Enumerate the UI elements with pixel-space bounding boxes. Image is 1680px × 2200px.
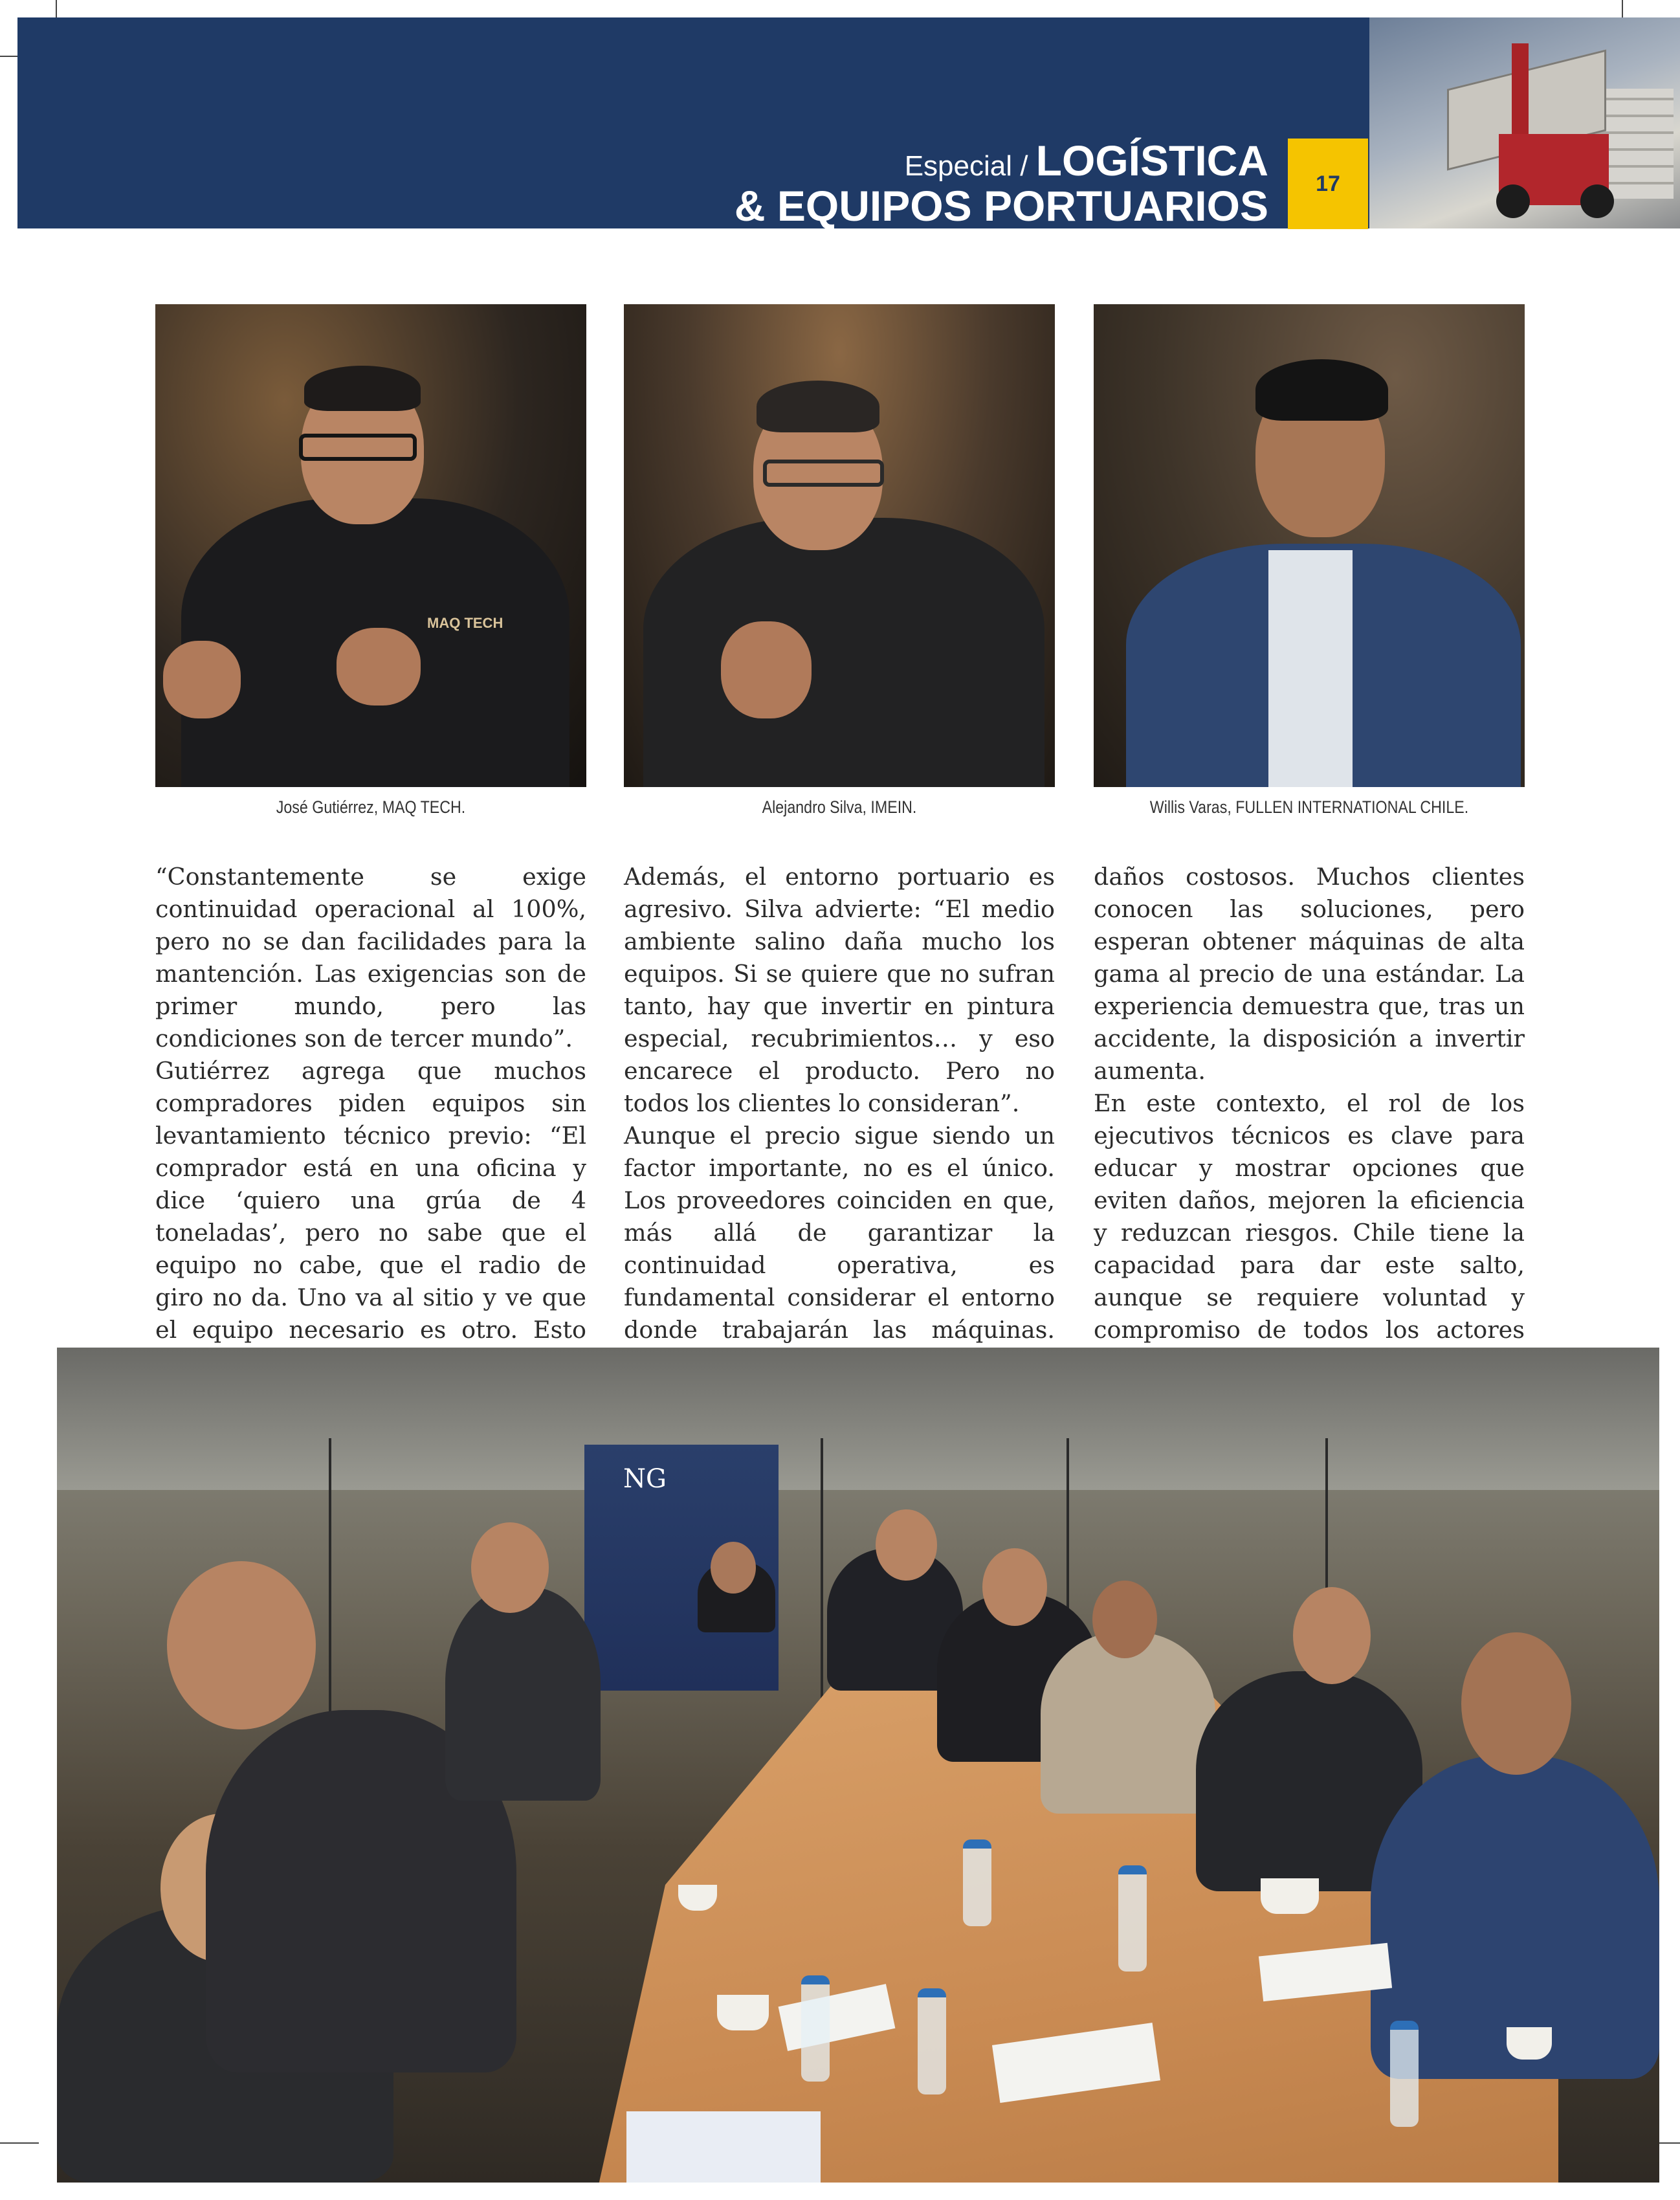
attendee bbox=[1041, 1632, 1215, 1814]
hair bbox=[304, 366, 421, 411]
attendee-head bbox=[1461, 1632, 1571, 1775]
coffee-cup bbox=[1261, 1878, 1319, 1914]
ceiling bbox=[57, 1348, 1659, 1490]
section-title-line2: & EQUIPOS PORTUARIOS bbox=[734, 182, 1268, 230]
article-column-1: “Constantemente se exige continuidad operacional al 100%, pero no se dan facilidades para la mantención. Las exigencias son de primer mundo, pero las condiciones son de tercer mundo”. Gutiérrez agrega que muchos compradores piden equipos sin levantamiento técnico previo: “El comprador está en una oficina y dice ‘quiero una grúa de 4 toneladas’, pero no sabe que el equipo no cabe, que el radio de giro no da. Uno va al sitio y ve que el equipo necesario es otro. Esto bbox=[155, 863, 586, 1344]
portrait-jose-gutierrez bbox=[155, 304, 586, 787]
water-bottle bbox=[963, 1839, 991, 1926]
shirt bbox=[1268, 550, 1353, 787]
page-number: 17 bbox=[1288, 139, 1368, 229]
water-bottle bbox=[801, 1975, 830, 2082]
attendee-head bbox=[982, 1548, 1047, 1626]
attendee-head bbox=[1293, 1587, 1371, 1684]
coffee-cup bbox=[1507, 2027, 1552, 2060]
water-bottle bbox=[918, 1988, 946, 2094]
hair bbox=[1255, 359, 1388, 421]
section-kicker bbox=[905, 136, 1268, 185]
coffee-cup bbox=[678, 1885, 717, 1911]
attendee-head bbox=[876, 1509, 937, 1581]
photo-caption: José Gutiérrez, MAQ TECH. bbox=[276, 797, 466, 817]
hand bbox=[721, 621, 812, 718]
glasses bbox=[763, 460, 884, 487]
banner-logo: NG bbox=[623, 1464, 667, 1494]
section-prefix: Especial / bbox=[904, 150, 1036, 182]
forklift-wheel bbox=[1580, 184, 1614, 218]
jacket bbox=[643, 518, 1044, 787]
attendee-head bbox=[167, 1561, 316, 1729]
shirt-logo: MAQ TECH bbox=[427, 615, 503, 631]
attendee-head bbox=[471, 1522, 549, 1613]
crop-mark bbox=[0, 2142, 39, 2144]
header-photo bbox=[1369, 17, 1680, 228]
portrait-willis-varas bbox=[1094, 304, 1525, 787]
attendee-head bbox=[1092, 1581, 1157, 1658]
portrait-alejandro-silva bbox=[624, 304, 1055, 787]
article-column-3: daños costosos. Muchos clientes conocen las soluciones, pero esperan obtener máquinas de alta gama al precio de una estándar. La experiencia demuestra que, tras un accidente, la disposición a invertir aumenta. En este contexto, el rol de los ejecutivos técnicos es clave para educar y mostrar opciones que eviten daños, mejoren la eficiencia y reduzcan riesgos. Chile tiene la capacidad para dar este salto, aunque se requiere voluntad y compromiso de todos los actores bbox=[1094, 863, 1525, 1344]
water-bottle bbox=[1118, 1865, 1147, 1972]
article-column-2: Además, el entorno portuario es agresivo. Silva advierte: “El medio ambiente salino daña mucho los equipos. Si se quiere que no sufran tanto, hay que invertir en pintura especial, recubrimientos… y eso encarece el producto. Pero no todos los clientes lo consideran”. Aunque el precio sigue siendo un factor importante, no es el único. Los proveedores coinciden en que, más allá de garantizar la continuidad operativa, es fundamental considerar el entorno donde trabajarán las máquinas. bbox=[624, 863, 1055, 1344]
attendee bbox=[445, 1587, 601, 1801]
coffee-cup bbox=[717, 1995, 769, 2030]
hand bbox=[337, 628, 421, 706]
hand bbox=[163, 641, 241, 718]
hair bbox=[757, 381, 879, 432]
photo-caption: Alejandro Silva, IMEIN. bbox=[762, 797, 917, 817]
water-bottle bbox=[1390, 2021, 1419, 2127]
attendee-head bbox=[711, 1542, 756, 1594]
glasses bbox=[299, 434, 417, 461]
document bbox=[626, 2111, 821, 2183]
photo-caption: Willis Varas, FULLEN INTERNATIONAL CHILE. bbox=[1149, 797, 1469, 817]
meeting-photo bbox=[57, 1348, 1659, 2183]
forklift-wheel bbox=[1496, 184, 1530, 218]
section-title-line1: LOGÍSTICA bbox=[1035, 137, 1268, 184]
